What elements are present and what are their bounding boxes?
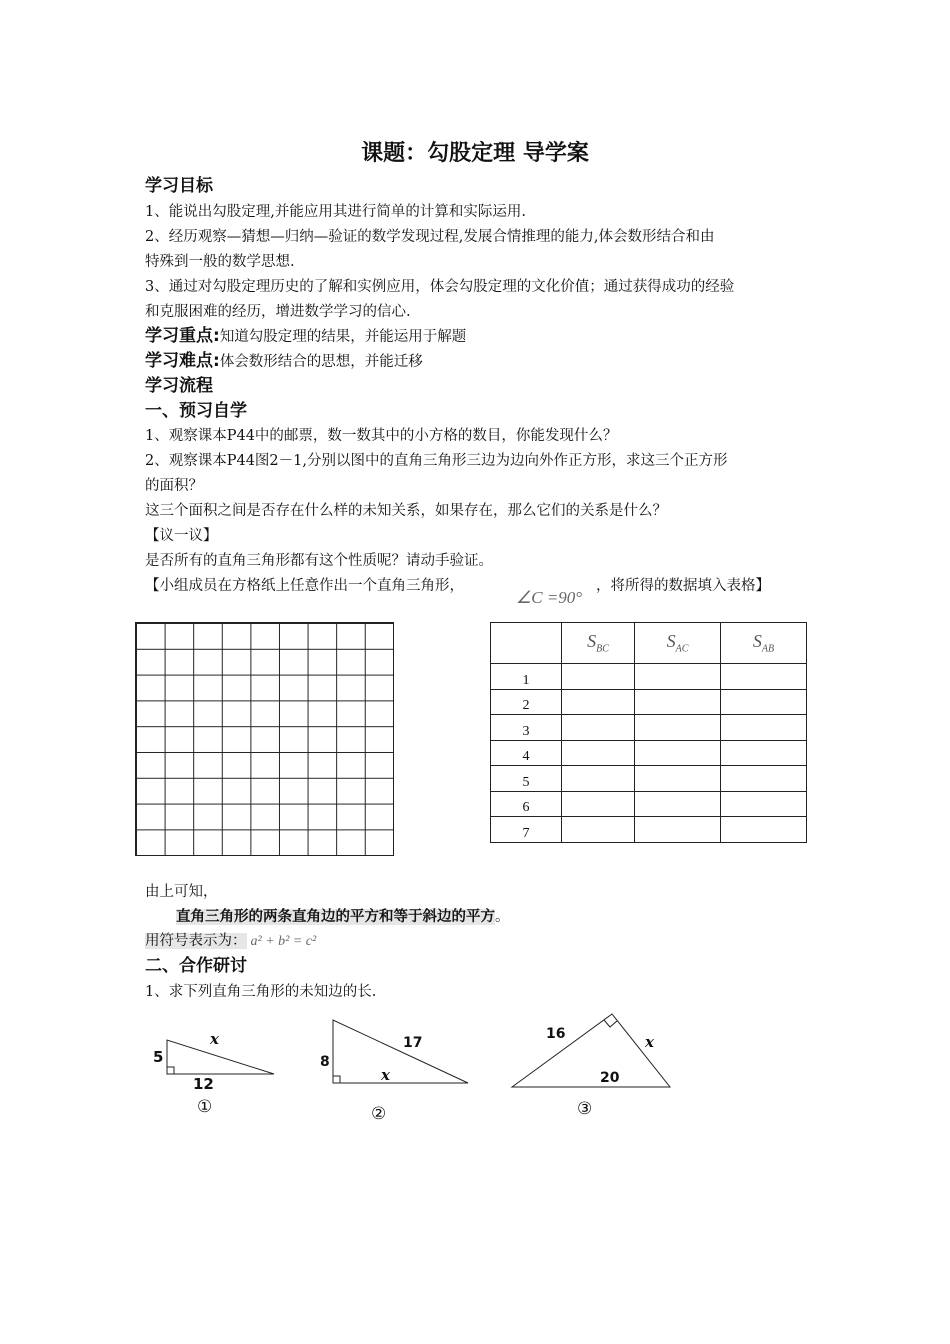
row-number: 2 — [491, 689, 562, 715]
difficulty-text: 体会数形结合的思想，并能迁移 — [219, 354, 423, 370]
objectives-heading: 学习目标 — [145, 176, 213, 196]
theorem-period: 。 — [495, 909, 510, 925]
section2-item: 1、求下列直角三角形的未知边的长. — [145, 984, 377, 1000]
key-point-text: 知道勾股定理的结果，并能运用于解题 — [219, 329, 467, 345]
triangle-1-base-label: 12 — [193, 1075, 214, 1093]
objective-item: 特殊到一般的数学思想. — [145, 254, 295, 270]
right-angle-formula: ∠C =90° — [516, 588, 583, 607]
page-title: 课题：勾股定理 导学案 — [361, 141, 589, 166]
section2-heading: 二、合作研讨 — [145, 956, 247, 976]
row-number: 6 — [491, 791, 562, 817]
triangle-3-hyp-label: x — [645, 1033, 654, 1051]
triangle-2-leg-label: 8 — [320, 1054, 330, 1070]
theorem-text: 直角三角形的两条直角边的平方和等于斜边的平方 — [176, 909, 495, 925]
triangle-1-shape — [167, 1040, 274, 1074]
row-number: 3 — [491, 715, 562, 741]
pythagorean-formula: a² + b² = c² — [250, 934, 317, 949]
difficulty-label: 学习难点: — [145, 351, 220, 371]
triangle-2-right-angle-mark — [333, 1076, 340, 1083]
table-header-sac: $S_{AC}$ — [635, 623, 721, 664]
objective-item: 和克服困难的经历，增进数学学习的信心. — [145, 304, 411, 320]
flow-heading: 学习流程 — [145, 376, 213, 396]
section1-item: 2、观察课本P44图2－1,分别以图中的直角三角形三边为边向外作正方形，求这三个正方形 — [145, 453, 728, 469]
section1-item: 是否所有的直角三角形都有这个性质呢？请动手验证。 — [145, 553, 493, 569]
objective-item: 1、能说出勾股定理,并能应用其进行简单的计算和实际运用. — [145, 204, 526, 220]
objective-item: 2、经历观察—猜想—归纳—验证的数学发现过程,发展合情推理的能力,体会数形结合和由 — [145, 229, 715, 245]
row-number: 5 — [491, 766, 562, 792]
task-instruction-left: 【小组成员在方格纸上任意作出一个直角三角形， — [145, 578, 464, 594]
row-number: 4 — [491, 740, 562, 766]
triangle-3-caption: ③ — [577, 1099, 593, 1119]
symbol-label: 用符号表示为： — [145, 933, 247, 949]
triangle-3-leg-label: 16 — [546, 1026, 566, 1042]
triangle-1-leg-label: 5 — [153, 1048, 164, 1066]
table-header-sab: $S_{AB}$ — [721, 623, 807, 664]
triangle-3-right-angle-mark — [604, 1020, 617, 1027]
task-instruction-right: ，将所得的数据填入表格】 — [596, 578, 770, 594]
section1-heading: 一、预习自学 — [145, 401, 247, 421]
triangle-1-hyp-label: x — [210, 1030, 219, 1048]
section1-item: 【议一议】 — [145, 528, 218, 544]
triangle-2-hyp-label: 17 — [403, 1035, 423, 1051]
triangle-2-shape — [333, 1020, 468, 1083]
triangle-2-caption: ② — [371, 1104, 387, 1124]
triangle-2-base-label: x — [381, 1066, 390, 1084]
section1-item: 1、观察课本P44中的邮票，数一数其中的小方格的数目，你能发现什么？ — [145, 428, 618, 444]
triangle-1-caption: ① — [197, 1097, 213, 1117]
row-number: 7 — [491, 817, 562, 843]
conclusion-intro: 由上可知， — [145, 884, 218, 900]
key-point-label: 学习重点: — [145, 326, 220, 346]
triangle-3-base-label: 20 — [600, 1070, 620, 1086]
section1-item: 的面积？ — [145, 478, 203, 494]
objective-item: 3、通过对勾股定理历史的了解和实例应用，体会勾股定理的文化价值；通过获得成功的经验 — [145, 279, 735, 295]
section1-item: 这三个面积之间是否存在什么样的未知关系，如果存在，那么它们的关系是什么？ — [145, 503, 667, 519]
table-header-sbc: $S_{BC}$ — [562, 623, 635, 664]
triangle-1-right-angle-mark — [167, 1067, 174, 1074]
row-number: 1 — [491, 664, 562, 690]
